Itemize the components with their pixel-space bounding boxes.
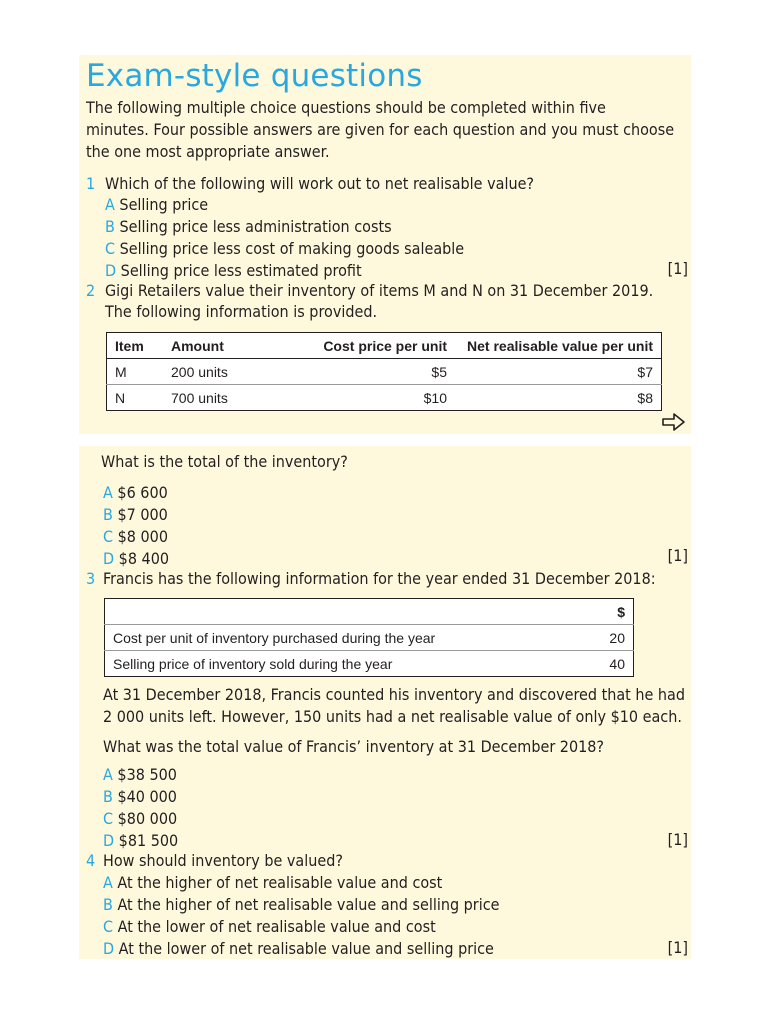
option-a: A $38 500 <box>103 765 177 784</box>
option-b: B Selling price less administration costs <box>105 217 392 236</box>
mark: [1] <box>667 259 688 278</box>
option-d: D At the lower of net realisable value and selling price <box>103 939 494 958</box>
question-4 <box>86 850 343 872</box>
question-text: What is the total of the inventory? <box>101 452 348 471</box>
question-paragraph: At 31 December 2018, Francis counted his inventory and discovered that he had 2 000 units left. However, 150 units had a net realisable value of only $10 each. <box>103 685 686 726</box>
currency-header: $ <box>588 599 634 625</box>
question-text: What was the total value of Francis’ inventory at 31 December 2018? <box>103 737 605 756</box>
col-header: Item <box>107 333 164 359</box>
option-d: D $81 500 <box>103 831 179 850</box>
col-header: Cost price per unit <box>289 333 455 359</box>
mark: [1] <box>667 546 688 565</box>
option-d: D $8 400 <box>103 549 170 568</box>
q2-options <box>103 482 169 570</box>
table-row: N 700 units $10 $8 <box>115 389 653 406</box>
option-c: C $8 000 <box>103 527 168 546</box>
question-number: 4 <box>86 851 96 870</box>
page-title: Exam-style questions <box>86 58 423 94</box>
option-a: A Selling price <box>105 195 209 214</box>
question-text: Francis has the following information for the year ended 31 December 2018: <box>103 569 656 588</box>
table-row: M 200 units $5 $7 <box>107 359 662 385</box>
question-number: 2 <box>86 281 96 300</box>
question-1 <box>86 173 535 195</box>
q4-options <box>103 872 500 960</box>
option-c: C $80 000 <box>103 809 178 828</box>
option-c: C Selling price less cost of making goods saleable <box>105 239 465 258</box>
mark: [1] <box>667 938 688 957</box>
q3-options <box>103 764 178 852</box>
question-text-line-2: The following information is provided. <box>105 302 378 321</box>
option-b: B At the higher of net realisable value and selling price <box>103 895 500 914</box>
francis-info-table <box>104 598 634 677</box>
mark: [1] <box>667 830 688 849</box>
question-text-line-1: Gigi Retailers value their inventory of items M and N on 31 December 2019. <box>105 281 654 300</box>
col-header: Net realisable value per unit <box>455 333 662 359</box>
option-c: C At the lower of net realisable value and cost <box>103 917 436 936</box>
col-header: Amount <box>163 333 289 359</box>
intro-paragraph: The following multiple choice questions should be completed within five minutes. Four possible answers are given for each question and you must choose the one most appropriate answer. <box>86 98 675 161</box>
question-text: How should inventory be valued? <box>103 851 343 870</box>
option-d: D Selling price less estimated profit <box>105 261 362 280</box>
option-a: A $6 600 <box>103 483 168 502</box>
option-b: B $40 000 <box>103 787 177 806</box>
table-row: Cost per unit of inventory purchased during the year 20 <box>105 625 634 651</box>
option-b: B $7 000 <box>103 505 168 524</box>
arrow-right-icon[interactable] <box>661 410 687 434</box>
table-header-row <box>105 599 634 625</box>
table-row: Selling price of inventory sold during the year 40 <box>113 655 625 672</box>
inventory-items-table <box>106 332 662 411</box>
q1-options <box>105 194 464 282</box>
option-a: A At the higher of net realisable value and cost <box>103 873 443 892</box>
question-3 <box>86 568 656 590</box>
question-2 <box>86 280 654 302</box>
question-number: 1 <box>86 174 96 193</box>
question-text: Which of the following will work out to net realisable value? <box>105 174 535 193</box>
question-number: 3 <box>86 569 96 588</box>
